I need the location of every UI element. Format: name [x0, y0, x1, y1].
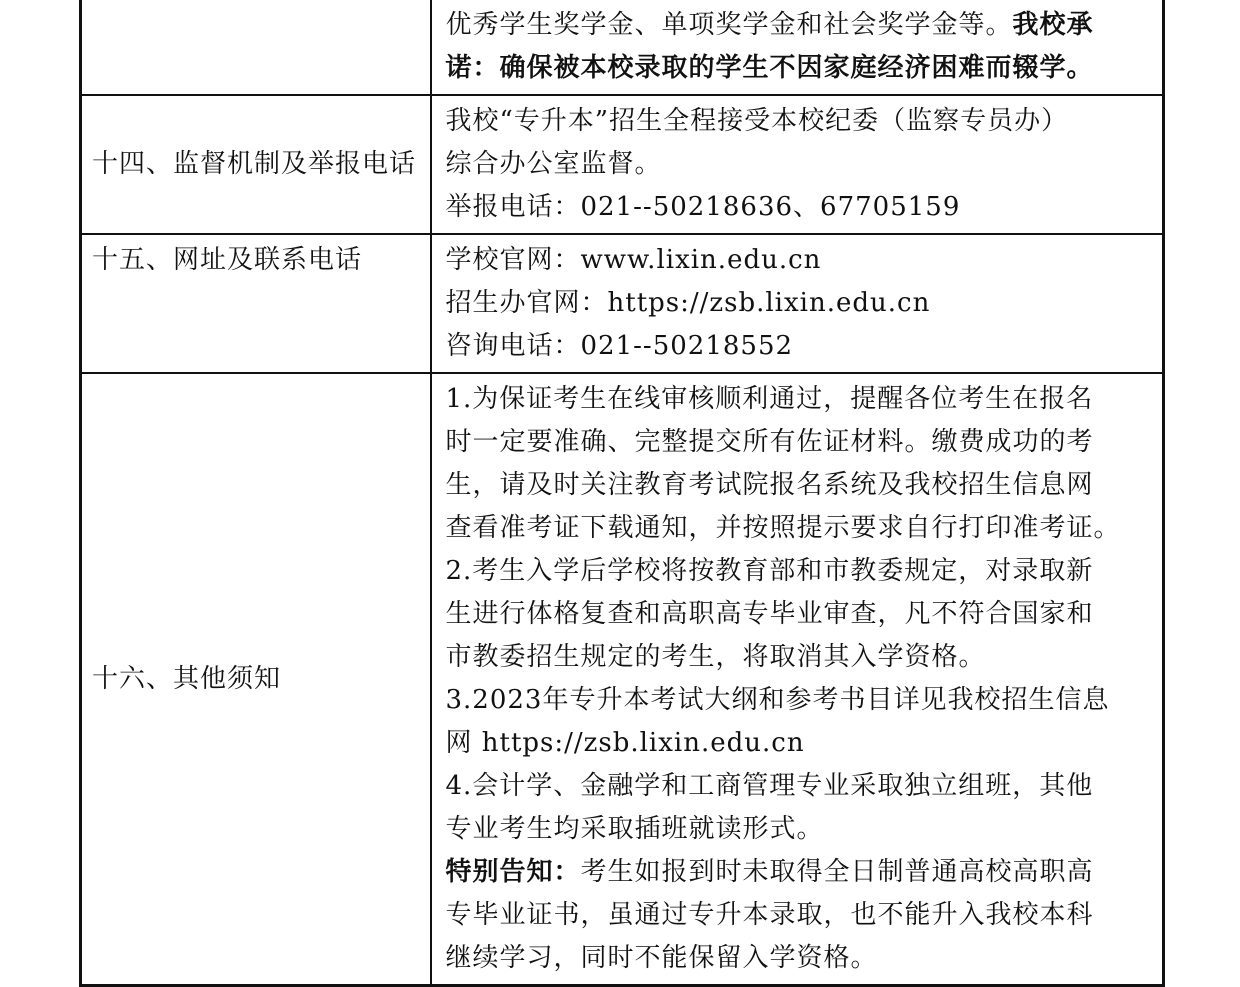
- content-line: 4.会计学、金融学和工商管理专业采取独立组班，其他: [445, 771, 1094, 801]
- special-notice-line: [446, 851, 1157, 894]
- content-line: 继续学习，同时不能保留入学资格。: [445, 943, 878, 973]
- table-row-supervision: [81, 95, 1164, 234]
- content-line: 查看准考证下载通知，并按照提示要求自行打印准考证。: [445, 513, 1121, 543]
- content-line: 专业考生均采取插班就读形式。: [445, 814, 824, 844]
- text-segment: 考生如报到时未取得全日制普通高校高职高: [580, 857, 1094, 887]
- content-line: 2.考生入学后学校将按教育部和市教委规定，对录取新: [445, 556, 1094, 586]
- admission-info-table: [79, 0, 1165, 987]
- special-notice-label: 特别告知：: [445, 857, 581, 887]
- row-content-other-notes: [431, 373, 1164, 986]
- row-label-other-notes: 十六、其他须知: [81, 373, 431, 986]
- row-content-website: [431, 234, 1164, 373]
- report-phone-line: 举报电话：021--50218636、67705159: [445, 192, 961, 222]
- content-line: 综合办公室监督。: [445, 149, 662, 179]
- bold-text-segment: 我校承: [1012, 10, 1094, 40]
- consult-phone-line: 咨询电话：021--50218552: [445, 331, 794, 361]
- table-row-scholarship: [81, 0, 1164, 95]
- content-line-bold: 诺：确保被本校录取的学生不因家庭经济困难而辍学。: [445, 53, 1094, 83]
- text-segment: 优秀学生奖学金、单项奖学金和社会奖学金等。: [445, 10, 1013, 40]
- row-content-scholarship: [431, 0, 1164, 95]
- content-line: [446, 4, 1157, 47]
- school-website-line: 学校官网：www.lixin.edu.cn: [445, 245, 822, 275]
- content-line: 专毕业证书，虽通过专升本录取，也不能升入我校本科: [445, 900, 1094, 930]
- content-line: 时一定要准确、完整提交所有佐证材料。缴费成功的考: [445, 427, 1094, 457]
- content-line: 3.2023年专升本考试大纲和参考书目详见我校招生信息: [445, 685, 1110, 715]
- row-label-empty: [81, 0, 431, 95]
- table-row-other-notes: [81, 373, 1164, 986]
- row-label-website: 十五、网址及联系电话: [81, 234, 431, 373]
- content-line: 1.为保证考生在线审核顺利通过，提醒各位考生在报名: [445, 384, 1094, 414]
- content-line: 生，请及时关注教育考试院报名系统及我校招生信息网: [445, 470, 1094, 500]
- admission-website-line: 招生办官网：https://zsb.lixin.edu.cn: [445, 288, 931, 318]
- row-content-supervision: [431, 95, 1164, 234]
- content-line: 我校“专升本”招生全程接受本校纪委（监察专员办）: [445, 106, 1069, 136]
- content-line: 生进行体格复查和高职高专毕业审查，凡不符合国家和: [445, 599, 1094, 629]
- table-row-website: [81, 234, 1164, 373]
- content-line: 网 https://zsb.lixin.edu.cn: [445, 728, 805, 758]
- content-line: 市教委招生规定的考生，将取消其入学资格。: [445, 642, 986, 672]
- row-label-supervision: 十四、监督机制及举报电话: [81, 95, 431, 234]
